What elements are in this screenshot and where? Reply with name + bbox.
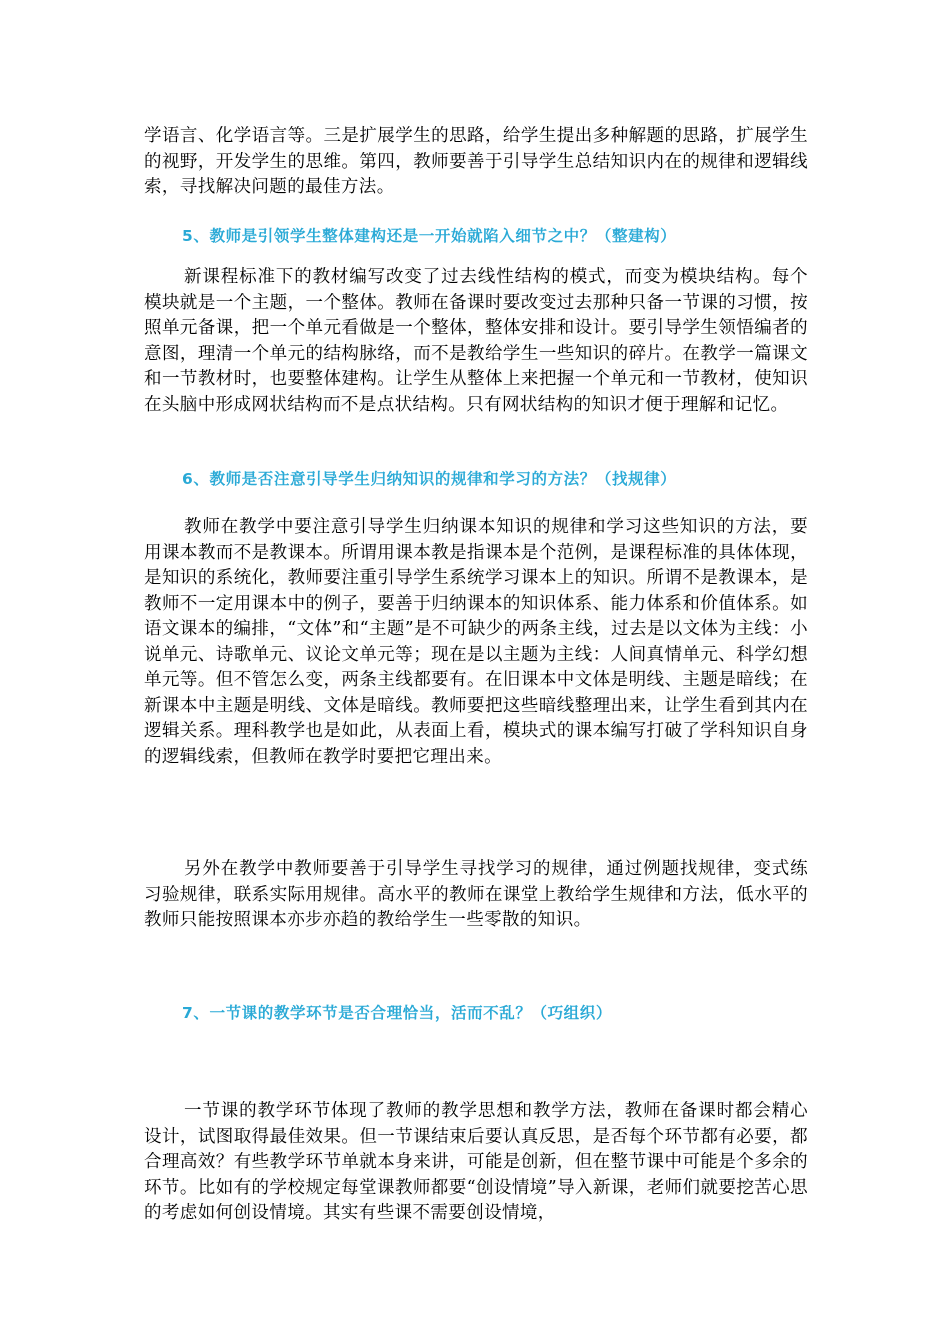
paragraph-learning-patterns: 另外在教学中教师要善于引导学生寻找学习的规律，通过例题找规律，变式练习验规律，联系实际用规律。高水平的教师在课堂上教给学生规律和方法，低水平的教师只能按照课本亦步亦趋的教给学生一些零散的知识。 [144, 859, 808, 930]
paragraph-teaching-steps: 一节课的教学环节体现了教师的教学思想和教学方法，教师在备课时都会精心设计，试图取得最佳效果。但一节课结束后要认真反思，是否每个环节都有必要，都合理高效？有些教学环节单就本身来讲，可能是创新，但在整节课中可能是个多余的环节。比如有的学校规定每堂课教师都要“创设情境”导入新课，老师们就要挖苦心思的考虑如何创设情境。其实有些课不需要创设情境， [144, 1101, 808, 1223]
paragraph-continuation: 学语言、化学语言等。三是扩展学生的思路，给学生提出多种解题的思路，扩展学生的视野，开发学生的思维。第四，教师要善于引导学生总结知识内在的规律和逻辑线索，寻找解决问题的最佳方法。 [144, 126, 808, 197]
paragraph-knowledge-patterns: 教师在教学中要注意引导学生归纳课本知识的规律和学习这些知识的方法，要用课本教而不是教课本。所谓用课本教是指课本是个范例，是课程标准的具体体现，是知识的系统化，教师要注重引导学生系统学习课本上的知识。所谓不是教课本，是教师不一定用课本中的例子，要善于归纳课本的知识体系、能力体系和价值体系。如语文课本的编排，“文体”和“主题”是不可缺少的两条主线，过去是以文体为主线：小说单元、诗歌单元、议论文单元等；现在是以主题为主线：人间真情单元、科学幻想单元等。但不管怎么变，两条主线都要有。在旧课本中文体是明线、主题是暗线；在新课本中主题是明线、文体是暗线。教师要把这些暗线整理出来，让学生看到其内在逻辑关系。理科教学也是如此，从表面上看，模块式的课本编写打破了学科知识自身的逻辑线索，但教师在教学时要把它理出来。 [144, 517, 808, 767]
section-heading-6: 6、教师是否注意引导学生归纳知识的规律和学习的方法？（找规律） [182, 470, 677, 488]
section-heading-5: 5、教师是引领学生整体建构还是一开始就陷入细节之中？（整建构） [182, 227, 677, 245]
section-heading-7: 7、一节课的教学环节是否合理恰当，活而不乱？（巧组织） [182, 1004, 612, 1022]
paragraph-holistic-structure: 新课程标准下的教材编写改变了过去线性结构的模式，而变为模块结构。每个模块就是一个主题，一个整体。教师在备课时要改变过去那种只备一节课的习惯，按照单元备课，把一个单元看做是一个整体，整体安排和设计。要引导学生领悟编者的意图，理清一个单元的结构脉络，而不是教给学生一些知识的碎片。在教学一篇课文和一节教材时，也要整体建构。让学生从整体上来把握一个单元和一节教材，使知识在头脑中形成网状结构而不是点状结构。只有网状结构的知识才便于理解和记忆。 [144, 267, 808, 415]
